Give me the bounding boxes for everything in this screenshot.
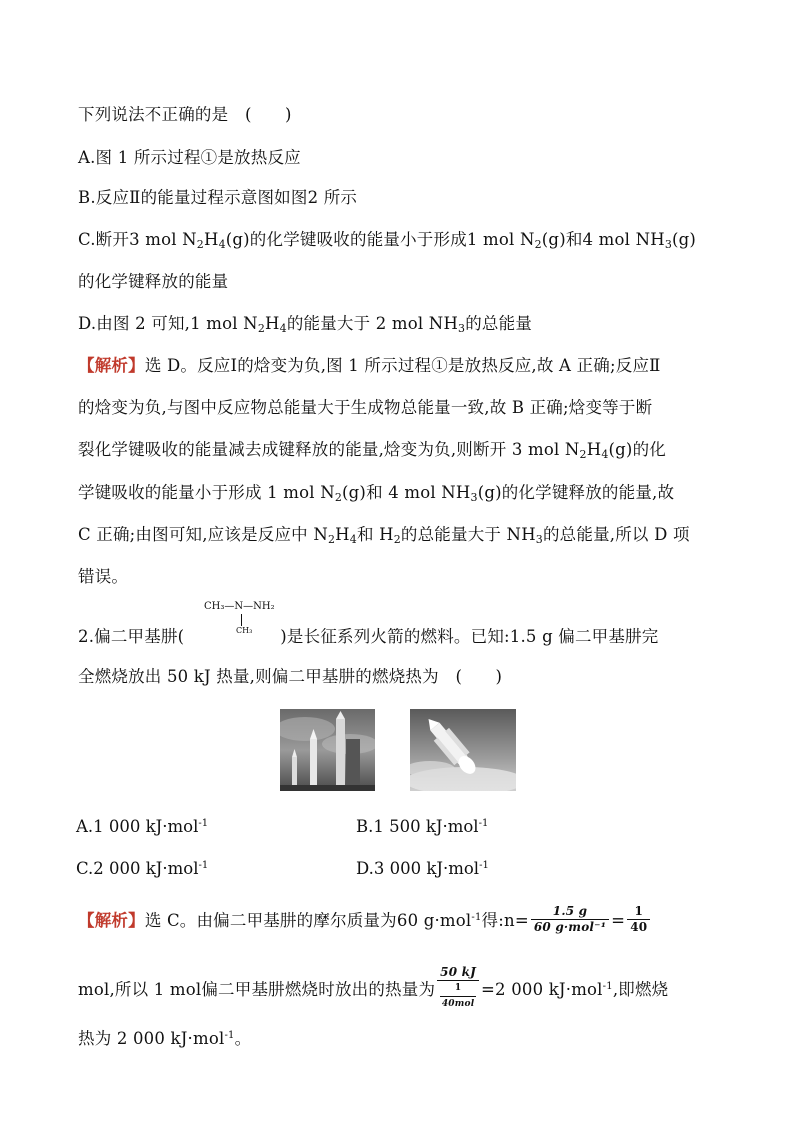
text: (g)的化学键释放的能量,故 [477, 483, 675, 502]
q2-analysis-line2 [78, 967, 668, 1014]
analysis-tag: 【解析】 [78, 911, 145, 930]
subscript: 4 [218, 238, 226, 251]
superscript: -1 [602, 981, 613, 992]
superscript: -1 [471, 912, 482, 923]
text: 2.偏二甲基肼( [78, 627, 185, 646]
subscript: 2 [579, 448, 587, 461]
denominator: 60 g·mol⁻¹ [533, 920, 607, 934]
rocket-flight-image [410, 709, 516, 791]
denominator [437, 981, 479, 1012]
q2-option-b [356, 813, 488, 838]
equals: = [611, 911, 626, 930]
text: H [265, 314, 280, 333]
q1-option-d [78, 313, 532, 340]
text: )是长征系列火箭的燃料。已知:1.5 g 偏二甲基肼完 [280, 627, 659, 646]
text: 的总能量大于 NH [400, 525, 536, 544]
text: H [203, 230, 219, 249]
text: 选 D。反应Ⅰ的焓变为负,图 1 所示过程①是放热反应,故 A 正确;反应Ⅱ [144, 356, 661, 375]
subscript: 3 [458, 322, 466, 335]
superscript: -1 [478, 818, 489, 829]
text: =2 000 kJ·mol [481, 980, 603, 999]
text: D.由图 2 可知,1 mol N [78, 314, 258, 333]
text: ,即燃烧 [612, 980, 669, 999]
numerator: 1 [627, 904, 650, 920]
text: 和 H [356, 525, 394, 544]
subscript: 2 [257, 322, 266, 335]
text: C 正确;由图可知,应该是反应中 N [78, 525, 328, 544]
superscript: -1 [224, 1030, 235, 1041]
numerator: 1.5 g [531, 904, 609, 920]
text: mol,所以 1 mol偏二甲基肼燃烧时放出的热量为 [78, 980, 436, 999]
q1-analysis-line6: 错误。 [78, 567, 129, 586]
text: (g) [672, 230, 697, 249]
subscript: 2 [393, 533, 401, 546]
rocket-launch-pad-image [280, 709, 375, 791]
q1-analysis-line5 [78, 524, 690, 551]
subscript: 3 [470, 491, 478, 504]
q1-stem: 下列说法不正确的是 ( ) [78, 105, 292, 124]
q1-option-a: A.图 1 所示过程①是放热反应 [78, 148, 301, 167]
text: (g)的化学键吸收的能量小于形成1 mol N [225, 230, 535, 249]
q2-option-a [76, 813, 208, 838]
q2-option-c [76, 855, 208, 880]
q2-stem-line1 [78, 626, 658, 648]
q1-analysis-line3 [78, 439, 666, 466]
structure-top: CH₃—N—NH₂ [204, 601, 275, 612]
text: H [586, 440, 602, 459]
text: C.断开3 mol N [78, 230, 197, 249]
subscript: 2 [196, 238, 204, 251]
fraction-heat [437, 965, 479, 1012]
structure-bond [241, 614, 242, 626]
q2-stem-line2: 全燃烧放出 50 kJ 热量,则偏二甲基肼的燃烧热为 ( ) [78, 667, 503, 686]
text: 选 C。由偏二甲基肼的摩尔质量为60 g·mol [144, 911, 472, 930]
inner-numerator: 1 [440, 981, 476, 997]
subscript: 4 [349, 533, 357, 546]
subscript: 3 [664, 238, 673, 251]
subscript: 4 [279, 322, 287, 335]
analysis-tag: 【解析】 [78, 356, 145, 375]
text: 热为 2 000 kJ·mol [78, 1029, 225, 1048]
text: 裂化学键吸收的能量减去成键释放的能量,焓变为负,则断开 3 mol N [78, 440, 580, 459]
text: A.1 000 kJ·mol [76, 817, 199, 836]
text: 。 [234, 1029, 252, 1048]
fraction-one-fortieth [627, 904, 650, 935]
q1-option-b: B.反应Ⅱ的能量过程示意图如图2 所示 [78, 188, 358, 207]
superscript: -1 [198, 818, 209, 829]
q2-option-d [356, 855, 489, 880]
subscript: 3 [535, 533, 543, 546]
q1-analysis-line1 [78, 355, 661, 377]
superscript: -1 [479, 860, 489, 871]
subscript: 2 [334, 491, 343, 504]
text: 得:n= [481, 911, 529, 930]
denominator: 40 [630, 920, 648, 934]
text: 的总能量 [465, 314, 533, 333]
text: (g)和4 mol NH [541, 230, 665, 249]
text: 学键吸收的能量小于形成 1 mol N [78, 483, 335, 502]
q1-analysis-line4 [78, 482, 674, 509]
q2-analysis-line1 [78, 906, 652, 937]
q1-analysis-line2: 的焓变为负,与图中反应物总能量大于生成物总能量一致,故 B 正确;焓变等于断 [78, 398, 653, 417]
numerator: 50 kJ [437, 965, 479, 981]
subscript: 2 [327, 533, 336, 546]
text: H [335, 525, 350, 544]
superscript: -1 [198, 860, 209, 871]
text: D.3 000 kJ·mol [356, 859, 480, 878]
subscript: 4 [601, 448, 609, 461]
structure-bottom: CH₃ [236, 626, 253, 635]
subscript: 2 [534, 238, 542, 251]
inner-denominator: 40mol [441, 999, 475, 1009]
text: B.1 500 kJ·mol [356, 817, 479, 836]
text: 的总能量,所以 D 项 [542, 525, 690, 544]
q1-option-c-line2: 的化学键释放的能量 [78, 272, 229, 291]
text: (g)和 4 mol NH [342, 483, 471, 502]
q2-analysis-line3 [78, 1025, 251, 1050]
q1-option-c-line1 [78, 229, 696, 256]
text: (g)的化 [608, 440, 666, 459]
text: 的能量大于 2 mol NH [286, 314, 459, 333]
text: C.2 000 kJ·mol [76, 859, 199, 878]
fraction-mass-ratio [531, 904, 609, 935]
